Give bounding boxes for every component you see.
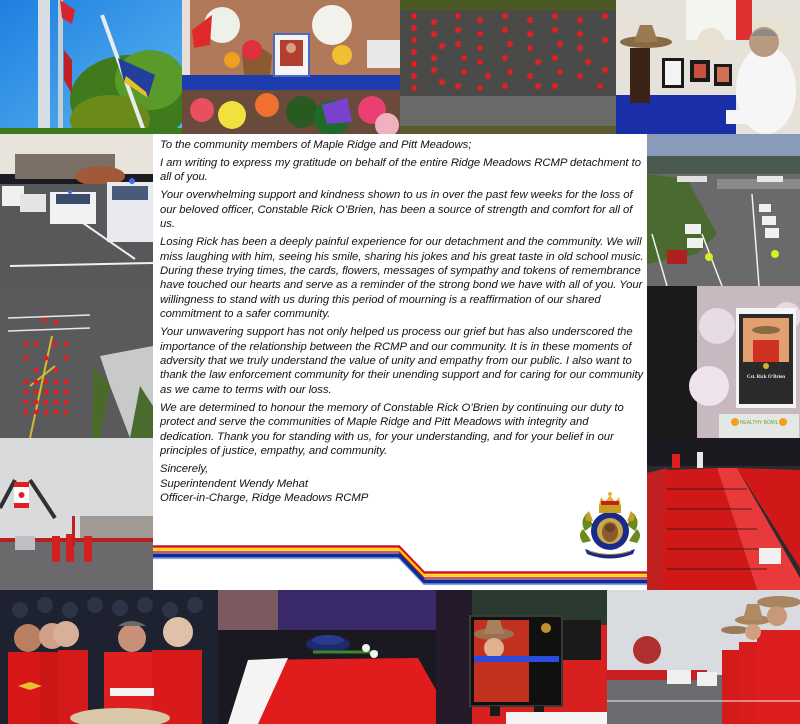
photo-book-of-condolence	[616, 0, 800, 134]
letter-paragraph: I am writing to express my gratitude on behalf of the entire Ridge Meadows RCMP detachment to all of you.	[160, 157, 641, 184]
poster-caption: Cst. Rick O'Brien	[746, 375, 786, 380]
signer-title: Officer-in-Charge, Ridge Meadows RCMP	[160, 491, 369, 504]
rcmp-crest-icon	[577, 491, 643, 563]
photo-arena-service	[647, 438, 800, 590]
letter-body	[160, 138, 645, 505]
photo-memorial-poster	[647, 286, 800, 438]
letter-paragraph: Your overwhelming support and kindness shown to us in over the past few weeks for the loss of our beloved officer, Constable Rick O’Brien, has been a source of strength and comfort for all of us.	[160, 189, 633, 231]
letter-paragraph: Your unwavering support has not only helped us process our grief but has also underscored the importance of the relationship between the RCMP and our community. It is in these moments of adversity that we truly understand the value of unity and empathy from our public. I also want to thank the law enforcement community for their unending support and for caring for our community as we came to terms with our loss.	[160, 326, 644, 396]
poster-menu-text: HEALTHY BOWL	[739, 420, 779, 426]
photo-aerial-march	[0, 286, 153, 438]
letter-paragraph: We are determined to honour the memory of Constable Rick O’Brien by continuing our duty to protect and serve the communities of Maple Ridge and Pitt Meadows with integrity and dedication. Thank you for standing with us, for your understanding, and for your belief in our principles of justice, empathy, and community.	[160, 401, 624, 458]
letter-salutation: To the community members of Maple Ridge and Pitt Meadows;	[160, 139, 472, 151]
photo-memorial-plaque	[436, 590, 607, 724]
letter-signoff	[160, 462, 645, 505]
photo-memorial-flowers	[182, 0, 400, 134]
photo-parade-flag	[0, 438, 153, 590]
photo-honour-guard	[607, 590, 800, 724]
photo-flag-folding	[0, 590, 218, 724]
photo-aerial-formation	[400, 0, 616, 134]
thank-you-letter	[153, 134, 647, 590]
letter-paragraph: Losing Rick has been a deeply painful experience for our detachment and the community. We will miss laughing with him, seeing his smile, sharing his jokes and his great taste in old school music. During these trying times, the cards, flowers, messages of sympathy and tokens of remembrance have touched our hearts and serve as a reminder of the strong bond we have with all of you. Your willingness to stand with us during this period of mourning is a reaffirmation of our shared commitment to a safer community.	[160, 236, 644, 321]
signer-name: Superintendent Wendy Mehat	[160, 477, 308, 490]
photo-highway-procession	[647, 134, 800, 286]
photo-casket	[218, 590, 436, 724]
photo-police-procession	[0, 134, 153, 286]
letter-closing: Sincerely,	[160, 463, 209, 476]
photo-flags-half-mast	[0, 0, 182, 134]
